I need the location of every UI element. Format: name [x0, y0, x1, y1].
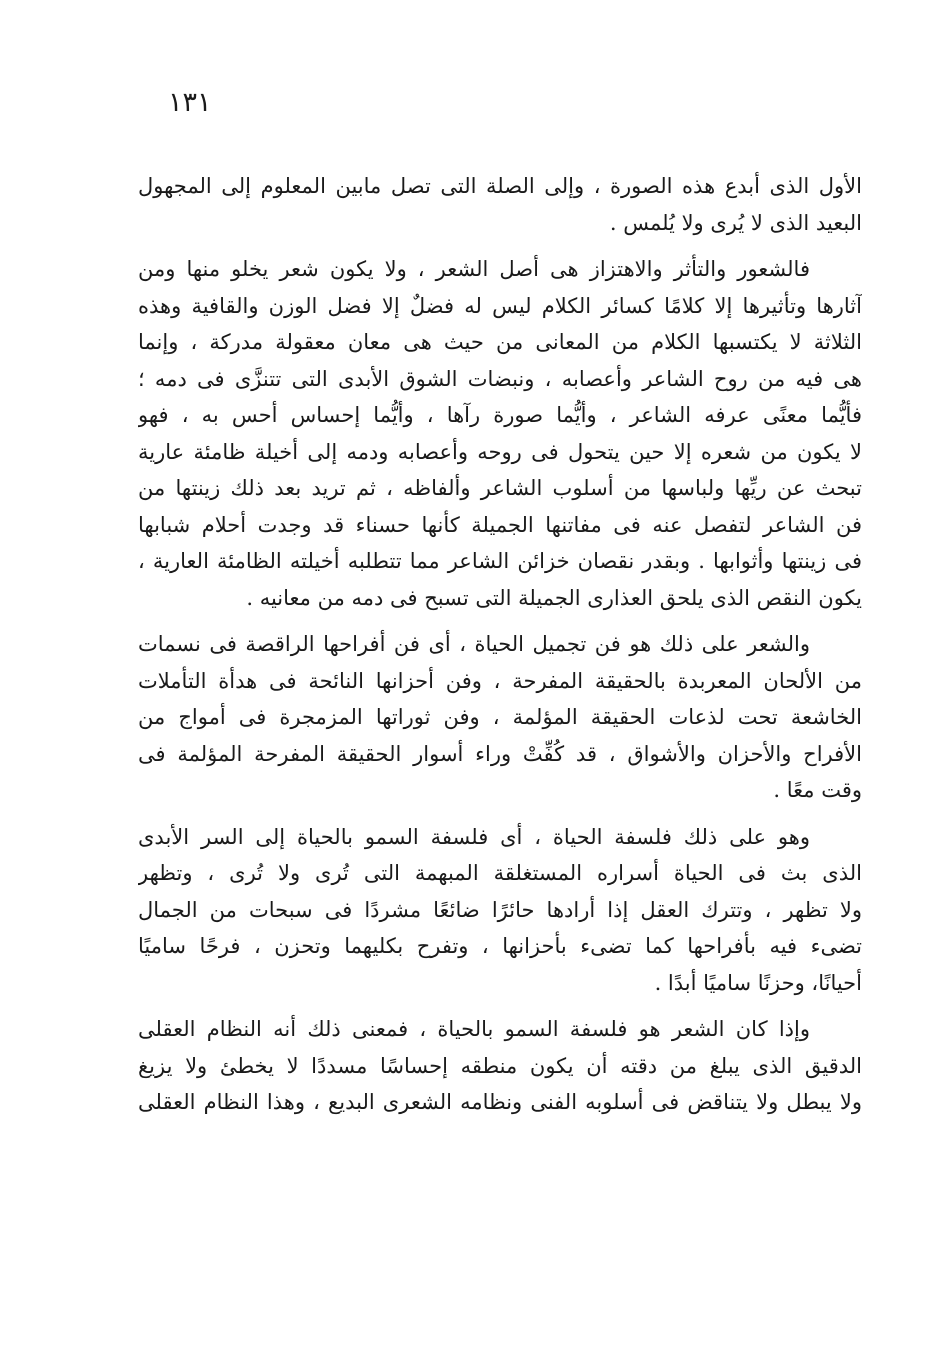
paragraph [138, 819, 862, 1002]
text-line: هى فيه من روح الشاعر وأعصابه ، ونبضات الشوق الأبدى التى تتنزَّى فى دمه ؛ [138, 366, 862, 391]
text-line: وهو على ذلك فلسفة الحياة ، أى فلسفة السمو بالحياة إلى السر الأبدى [138, 824, 810, 849]
text-line: فى زينتها وأثوابها . وبقدر نقصان خزائن الشاعر مما تتطلبه أخيلته الظامئة العارية ، [138, 549, 862, 573]
text-line: الدقيق الذى يبلغ من دقته أن يكون منطقه إحساسًا مسددًا لا يخطئ ولا يزيغ [138, 1053, 862, 1078]
paragraph [138, 1011, 862, 1121]
text-line: يكون النقص الذى يلحق العذارى الجميلة التى تسبح فى دمه من معانيه . [246, 585, 862, 610]
text-line: آثارها وتأثيرها إلا كلامًا كسائر الكلام ليس له فضلٌ إلا فضل الوزن والقافية وهذه [138, 293, 862, 318]
text-line: وإذا كان الشعر هو فلسفة السمو بالحياة ، فمعنى ذلك أنه النظام العقلى [138, 1017, 810, 1041]
text-line: ولا تظهر ، وتترك العقل إذا أرادها حائرًا ضائعًا مشردًا فى سبحات من الجمال [138, 897, 862, 922]
body-text [138, 168, 862, 1131]
text-line: فالشعور والتأثر والاهتزاز هى أصل الشعر ، ولا يكون شعر يخلو منها ومن [138, 257, 810, 281]
paragraph [138, 626, 862, 809]
text-line: فن الشاعر لتفصل عنه فى مفاتنها الجميلة كأنها حسناء قد وجدت أحلام شبابها [138, 512, 862, 537]
text-line: وقت معًا . [773, 778, 862, 802]
text-line: الأفراح والأحزان والأشواق ، قد كُفِّتْ وراء أسوار الحقيقة المفرحة المؤلمة فى [138, 741, 862, 766]
text-line: أحيانًا، وحزنًا ساميًا أبدًا . [654, 970, 862, 995]
text-line: من الألحان المعربدة بالحقيقة المفرحة ، وفن أحزانها النائحة فى هدأة التأملات [138, 668, 862, 693]
text-line: تبحث عن ريِّها ولباسها من أسلوب الشاعر وألفاظه ، ثم تريد بعد ذلك زينتها من [138, 476, 862, 500]
text-line: الأول الذى أبدع هذه الصورة ، وإلى الصلة التى تصل مابين المعلوم إلى المجهول [138, 174, 862, 198]
text-line: لا يكون من شعره إلا حين يتحول فى روحه وأعصابه ودمه إلى أخيلة ظامئة عارية [138, 439, 862, 464]
text-line: الثلاثة لا يكتسبها الكلام من المعانى من حيث هى معان معقولة مدركة ، وإنما [138, 330, 862, 354]
text-line: البعيد الذى لا يُرى ولا يُلمس . [609, 210, 862, 235]
text-line: تضىء فيه بأفراحها كما تضىء بأحزانها ، وتفرح بكليهما وتحزن ، فرحًا ساميًا [138, 934, 862, 958]
text-line: الخاشعة تحت لذعات الحقيقة المؤلمة ، وفن ثوراتها المزمجرة فى أمواج من [138, 705, 862, 729]
text-line: والشعر على ذلك هو فن تجميل الحياة ، أى فن أفراحها الراقصة فى نسمات [138, 632, 810, 656]
paragraph [138, 251, 862, 616]
paragraph [138, 168, 862, 241]
page-number: ١٣١ [168, 87, 212, 118]
text-line: ولا يبطل ولا يتناقض فى أسلوبه الفنى ونظامه الشعرى البديع ، وهذا النظام العقلى [138, 1090, 862, 1114]
text-line: الذى بث فى الحياة أسراره المستغلقة المبهمة التى تُرى ولا تُرى ، وتظهر [138, 861, 862, 885]
text-line: فأيُّما معنًى عرفه الشاعر ، وأيُّما صورة رآها ، وأيُّما إحساس أحس به ، فهو [138, 403, 862, 427]
